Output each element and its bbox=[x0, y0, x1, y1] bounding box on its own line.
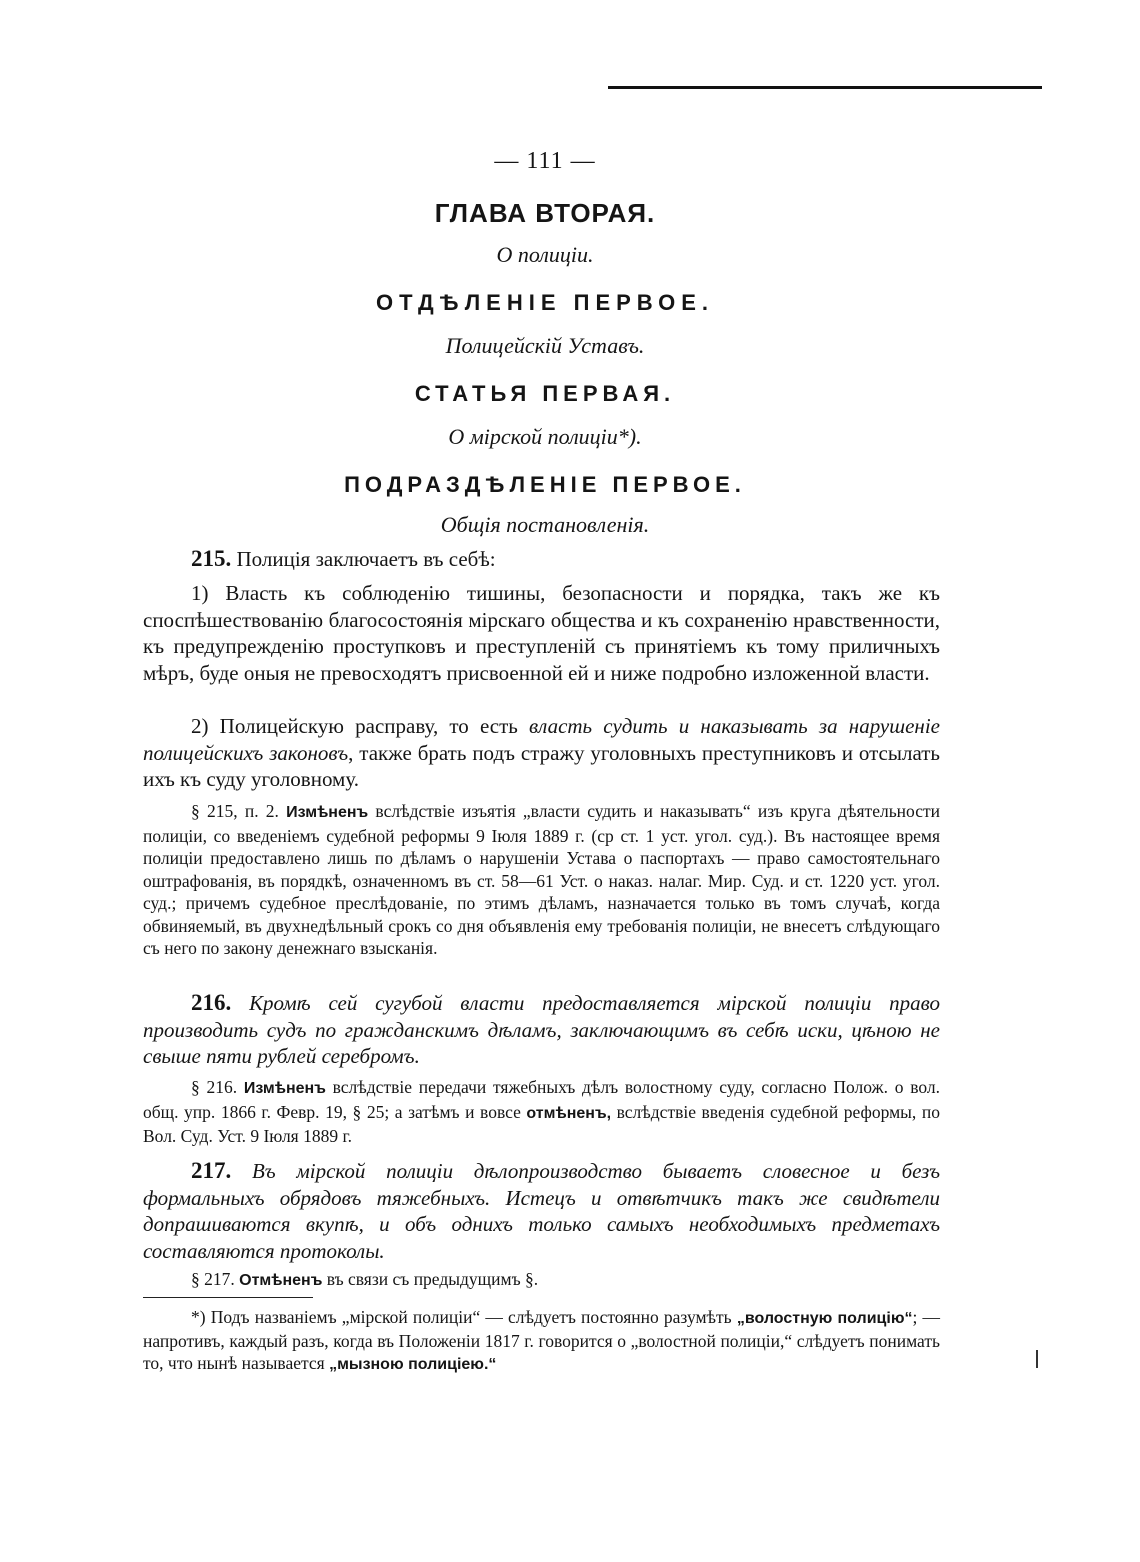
s216-note-keyword: Измѣненъ bbox=[243, 1080, 326, 1097]
s215-note-ref: § 215, п. 2. bbox=[191, 801, 279, 821]
footnote-text-c: ; — напротивъ, каждый разъ, когда въ Положеніи 1817 г. говорится о „волостной полиціи,“ слѣдуетъ понимать то, что нынѣ называется bbox=[143, 1307, 941, 1373]
s215-item-2 bbox=[143, 713, 940, 793]
s217-note-text: въ связи съ предыдущимъ §. bbox=[322, 1269, 539, 1289]
s217-number: 217. bbox=[191, 1158, 232, 1183]
article-subtitle: О мірской полиціи*). bbox=[448, 424, 642, 449]
subdivision-subtitle: Общія постановленія. bbox=[440, 512, 650, 537]
s215-note bbox=[143, 800, 940, 960]
s217-note bbox=[143, 1268, 940, 1293]
s215-intro-text: Полиція заключаетъ въ себѣ: bbox=[236, 547, 496, 571]
s215-item-2-lead: 2) Полицейскую расправу, то есть bbox=[191, 714, 530, 738]
s216-note bbox=[143, 1076, 940, 1148]
top-rule bbox=[608, 86, 1042, 89]
s217-note-ref: § 217. bbox=[191, 1269, 235, 1289]
s215-note-text: вслѣдствіе изъятія „власти судить и наказывать“ изъ круга дѣятельности полиціи, со введеніемъ судебной реформы 9 Іюля 1889 г. (ср ст. 1 уст. угол. суд.). Въ настоящее время полиціи предоставлено лишь по дѣламъ о нарушеніи Устава о паспортахъ — право самостоятельнаго оштрафованія, въ порядкѣ, означенномъ въ ст. 58—61 Уст. о наказ. налаг. Мир. Суд. и ст. 1220 уст. угол. суд.; причемъ судебное преслѣдованіе, по этимъ дѣламъ, назначается только въ томъ случаѣ, когда обвиняемый, въ двухнедѣльный срокъ со дня объявленія ему требованія полиціи, не внесетъ слѣдующаго съ него по закону денежнаго взысканія. bbox=[143, 801, 941, 958]
section-subtitle: Полицейскій Уставъ. bbox=[445, 333, 645, 358]
chapter-subtitle: О полиціи. bbox=[496, 242, 594, 267]
s216-note-keyword-2: отмѣненъ, bbox=[526, 1104, 612, 1122]
s215-item-2-italic: власть судить и наказывать за нарушеніе полицейскихъ законовъ bbox=[143, 714, 940, 765]
s216-text: Кромѣ сей сугубой власти предоставляется мірской полиціи право производить судъ по гражданскимъ дѣламъ, заключающимъ въ себѣ иски, цѣною не свыше пяти рублей серебромъ. bbox=[143, 991, 941, 1068]
s216-note-text-a: вслѣдствіе передачи тяжебныхъ дѣлъ волостному суду, согласно Полож. о вол. общ. упр. 1866 г. Февр. 19, § 25; а затѣмъ и вовсе bbox=[143, 1077, 940, 1122]
s217-paragraph bbox=[143, 1158, 940, 1264]
footnote-keyword-1: „волостную полицію“ bbox=[736, 1310, 913, 1327]
subdivision-title: ПОДРАЗДѢЛЕНІЕ ПЕРВОЕ. bbox=[344, 472, 746, 497]
article-title: СТАТЬЯ ПЕРВАЯ. bbox=[414, 381, 676, 406]
s216-note-ref: § 216. bbox=[191, 1077, 238, 1097]
s216-paragraph bbox=[143, 990, 940, 1070]
s217-note-keyword: Отмѣненъ bbox=[239, 1272, 323, 1289]
footnote-rule bbox=[143, 1297, 313, 1298]
footnote-text-a: *) Подъ названіемъ „мірской полиціи“ — слѣдуетъ постоянно разумѣть bbox=[191, 1307, 737, 1327]
page-number: — 111 — bbox=[494, 148, 596, 174]
chapter-title: ГЛАВА ВТОРАЯ. bbox=[434, 198, 656, 228]
footnote bbox=[143, 1306, 940, 1376]
s216-note-text-b: вслѣдствіе введенія судебной реформы, по Вол. Суд. Уст. 9 Іюля 1889 г. bbox=[143, 1101, 940, 1146]
s216-number: 216. bbox=[191, 990, 232, 1015]
section-title: ОТДѢЛЕНІЕ ПЕРВОЕ. bbox=[375, 290, 715, 315]
edge-mark bbox=[1036, 1350, 1038, 1368]
s217-text: Въ мірской полиціи дѣлопроизводство бываетъ словесное и безъ формальныхъ обрядовъ тяжебныхъ. Истецъ и отвѣтчикъ такъ же свидѣтели допрашиваются вкупѣ, и объ однихъ только самыхъ необходимыхъ предметахъ составляются протоколы. bbox=[143, 1159, 940, 1263]
s215-item-2-tail: , также брать подъ стражу уголовныхъ преступниковъ и отсылать ихъ къ суду уголовному. bbox=[143, 740, 940, 791]
s215-item-1: 1) Власть къ соблюденію тишины, безопасности и порядка, такъ же къ споспѣшествованію благосостоянія мірскаго общества и къ сохраненію нравственности, къ предупрежденію проступковъ и преступленій съ принятіемъ къ тому приличныхъ мѣръ, буде оныя не превосходятъ присвоенной ей и ниже подробно изложенной власти. bbox=[143, 581, 940, 685]
s215-intro bbox=[143, 546, 940, 573]
s215-number: 215. bbox=[191, 546, 232, 571]
s215-note-keyword: Измѣненъ bbox=[286, 804, 369, 821]
footnote-keyword-2: „мызною полиціею.“ bbox=[329, 1356, 497, 1373]
